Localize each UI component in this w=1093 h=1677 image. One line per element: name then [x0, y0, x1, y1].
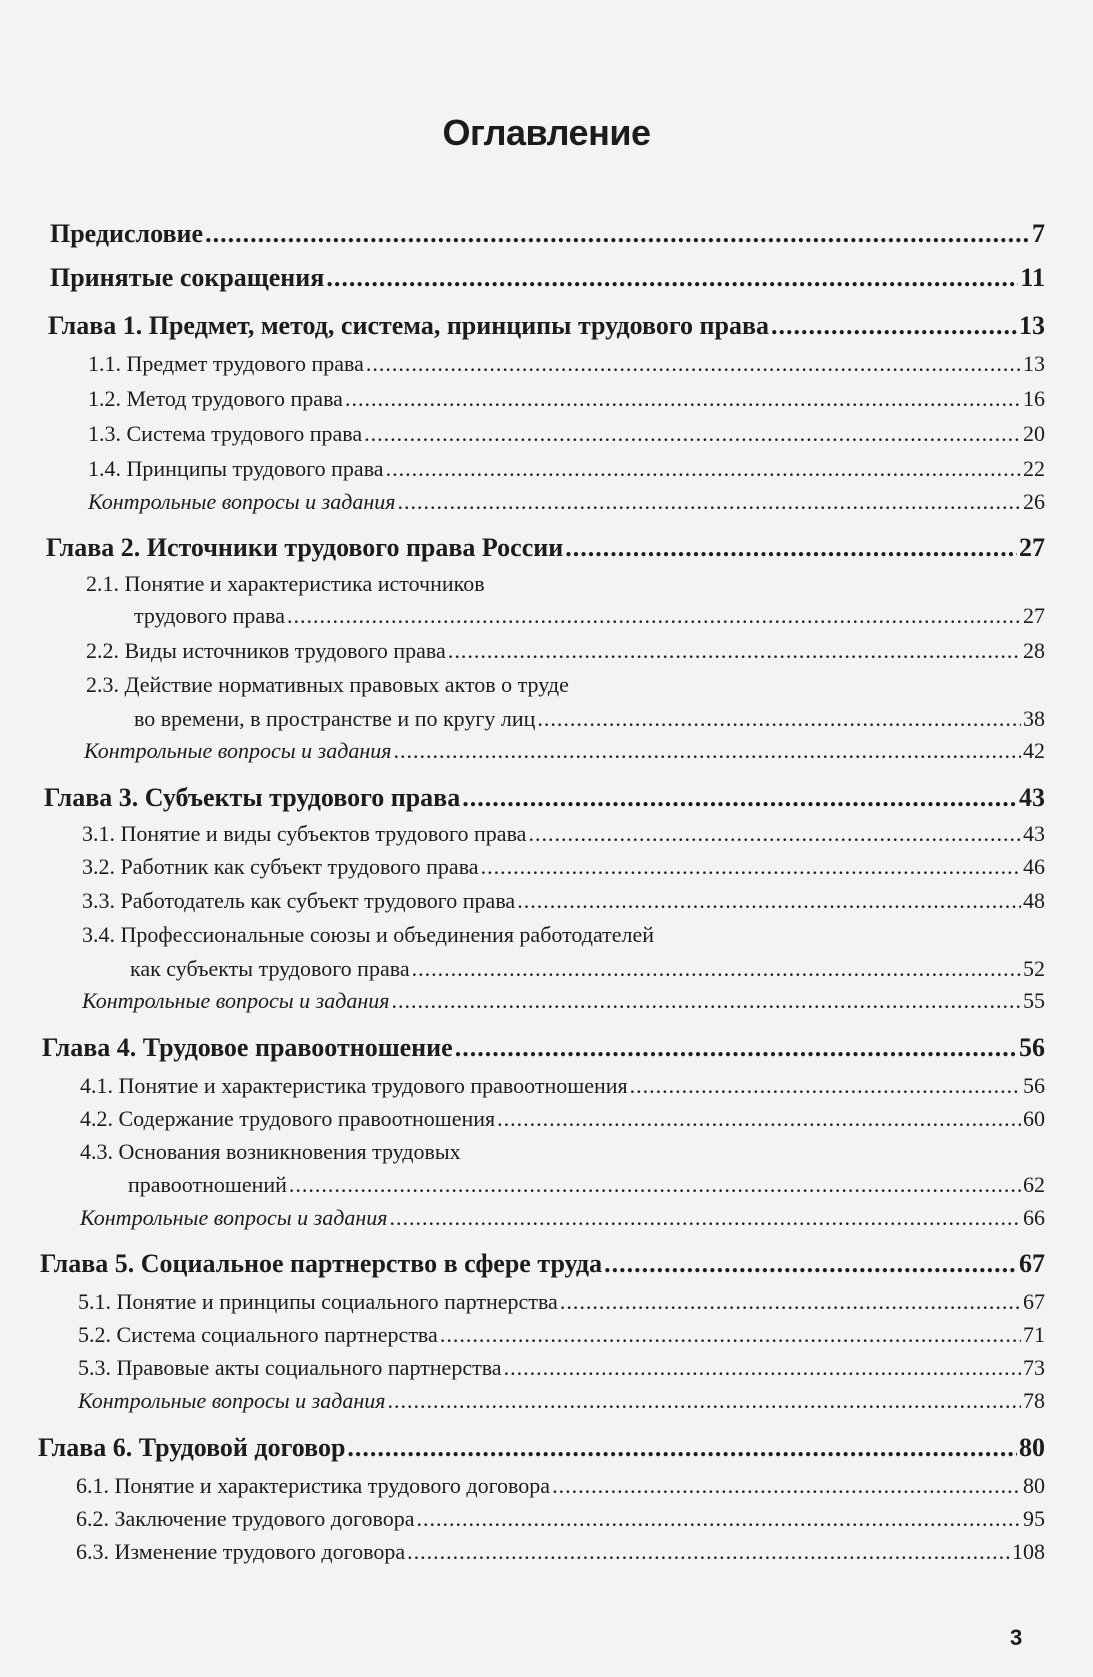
toc-entry-title: 4.1. Понятие и характеристика трудового правоотношения — [80, 1073, 628, 1098]
toc-page-number: 55 — [1023, 988, 1045, 1013]
toc-section — [128, 1172, 1045, 1198]
dot-leader — [397, 489, 1021, 515]
toc-entry-title: 4.2. Содержание трудового правоотношения — [80, 1106, 496, 1131]
toc-chapter — [46, 533, 1045, 563]
toc-page-number: 78 — [1023, 1388, 1045, 1413]
page-number: 3 — [1010, 1625, 1023, 1650]
toc-chapter — [44, 783, 1045, 813]
toc-page-number: 27 — [1023, 603, 1045, 628]
toc-section — [82, 854, 1045, 880]
toc-section — [76, 1539, 1045, 1565]
dot-leader — [391, 988, 1021, 1014]
toc-entry-title: Глава 1. Предмет, метод, система, принципы трудового права — [48, 311, 770, 340]
toc-page-number: 7 — [1032, 219, 1045, 248]
dot-leader — [366, 351, 1021, 377]
dot-leader — [326, 263, 1018, 293]
toc-chapter — [48, 311, 1045, 341]
dot-leader — [604, 1249, 1017, 1279]
toc-page-number: 13 — [1023, 351, 1045, 376]
toc-entry-title: 5.3. Правовые акты социального партнерства — [78, 1355, 502, 1380]
dot-leader — [407, 1539, 1010, 1565]
dot-leader — [387, 1388, 1021, 1414]
toc-entry-title: 1.2. Метод трудового права — [88, 386, 343, 411]
toc-section — [130, 956, 1045, 982]
toc-page-number: 56 — [1023, 1073, 1045, 1098]
toc-entry-title: Глава 6. Трудовой договор — [38, 1433, 346, 1462]
toc-questions — [88, 489, 1045, 515]
dot-leader — [347, 1433, 1017, 1463]
toc-questions — [84, 738, 1045, 764]
dot-leader — [386, 456, 1021, 482]
toc-entry-title: трудового права — [134, 603, 286, 628]
toc-entry-title: 2.2. Виды источников трудового права — [86, 638, 446, 663]
toc-chapter — [40, 1249, 1045, 1279]
toc-entry-title: как субъекты трудового права — [130, 956, 410, 981]
toc-page-number: 80 — [1019, 1433, 1045, 1462]
dot-leader — [560, 1289, 1021, 1315]
toc-page-number: 43 — [1019, 783, 1045, 812]
toc-entry-title: 1.4. Принципы трудового права — [88, 456, 384, 481]
dot-leader — [552, 1473, 1021, 1499]
dot-leader — [448, 638, 1021, 664]
toc-page-number: 27 — [1019, 533, 1045, 562]
toc-entry-title: Контрольные вопросы и задания — [84, 738, 392, 763]
toc-entry-title: во времени, в пространстве и по кругу лиц — [134, 706, 536, 731]
toc-page-number: 28 — [1023, 638, 1045, 663]
toc-chapter — [38, 1433, 1045, 1463]
page-title: Оглавление — [442, 112, 651, 153]
toc-entry-title: Контрольные вопросы и задания — [82, 988, 390, 1013]
toc-page-number: 66 — [1023, 1205, 1045, 1230]
dot-leader — [205, 219, 1030, 249]
toc-entry-title: Глава 4. Трудовое правоотношение — [42, 1033, 453, 1062]
toc-entry-title: 5.1. Понятие и принципы социального партнерства — [78, 1289, 558, 1314]
dot-leader — [504, 1355, 1021, 1381]
toc-page-number: 48 — [1023, 888, 1045, 913]
toc-entry-title: Контрольные вопросы и задания — [88, 489, 396, 514]
toc-section — [78, 1355, 1045, 1381]
dot-leader — [462, 783, 1017, 813]
toc-section — [82, 888, 1045, 914]
toc-entry-title: 6.1. Понятие и характеристика трудового договора — [76, 1473, 551, 1498]
dot-leader — [412, 956, 1021, 982]
toc-chapter — [50, 219, 1045, 249]
toc-page-number: 42 — [1023, 738, 1045, 763]
dot-leader — [289, 1172, 1021, 1198]
toc-entry-title: Глава 5. Социальное партнерство в сфере труда — [40, 1249, 603, 1278]
toc-page-number: 52 — [1023, 956, 1045, 981]
toc-entry-title: 6.3. Изменение трудового договора — [76, 1539, 406, 1564]
dot-leader — [287, 603, 1021, 629]
toc-entry-title: Контрольные вопросы и задания — [78, 1388, 386, 1413]
toc-section — [88, 456, 1045, 482]
toc-section — [76, 1506, 1045, 1532]
dot-leader — [389, 1205, 1021, 1231]
toc-entry-title: 2.1. Понятие и характеристика источников — [86, 571, 485, 596]
dot-leader — [497, 1106, 1021, 1132]
toc-section — [88, 386, 1045, 412]
toc-section — [134, 706, 1045, 732]
toc-entry-title: 3.3. Работодатель как субъект трудового права — [82, 888, 516, 913]
toc-page-number: 22 — [1023, 456, 1045, 481]
toc-entry-title: правоотношений — [128, 1172, 287, 1197]
toc-page-number: 38 — [1023, 706, 1045, 731]
toc-section — [80, 1106, 1045, 1132]
toc-page-number: 67 — [1023, 1289, 1045, 1314]
toc-questions — [82, 988, 1045, 1014]
toc-entry-title: Предисловие — [50, 219, 204, 248]
toc-page-number: 62 — [1023, 1172, 1045, 1197]
toc-page-number: 80 — [1023, 1473, 1045, 1498]
toc-page-number: 13 — [1019, 311, 1045, 340]
toc-entry-title: Принятые сокращения — [50, 263, 325, 292]
toc-page-number: 108 — [1012, 1539, 1045, 1564]
toc-chapter — [50, 263, 1045, 293]
dot-leader — [565, 533, 1017, 563]
toc-entry-title: 4.3. Основания возникновения трудовых — [80, 1139, 461, 1164]
dot-leader — [345, 386, 1021, 412]
toc-entry-title: 5.2. Система социального партнерства — [78, 1322, 438, 1347]
toc-section — [80, 1073, 1045, 1099]
toc-entry-title: 1.3. Система трудового права — [88, 421, 363, 446]
toc-page-number: 67 — [1019, 1249, 1045, 1278]
toc-entry-title: 3.2. Работник как субъект трудового права — [82, 854, 479, 879]
toc-page-number: 71 — [1023, 1322, 1045, 1347]
toc-section — [88, 351, 1045, 377]
dot-leader — [537, 706, 1021, 732]
toc-page-number: 26 — [1023, 489, 1045, 514]
toc-entry-title: 3.4. Профессиональные союзы и объединения работодателей — [82, 922, 655, 947]
toc-entry-title: Глава 2. Источники трудового права России — [46, 533, 564, 562]
toc-section — [88, 421, 1045, 447]
dot-leader — [455, 1033, 1017, 1063]
toc-entry-title: 1.1. Предмет трудового права — [88, 351, 364, 376]
toc-page-number: 46 — [1023, 854, 1045, 879]
toc-chapter — [42, 1033, 1045, 1063]
toc-entry-title: Глава 3. Субъекты трудового права — [44, 783, 461, 812]
toc-entry-title: 2.3. Действие нормативных правовых актов о труде — [86, 672, 569, 697]
toc-section — [78, 1322, 1045, 1348]
dot-leader — [416, 1506, 1021, 1532]
toc-entry-title: Контрольные вопросы и задания — [80, 1205, 388, 1230]
toc-page-number: 20 — [1023, 421, 1045, 446]
toc-page-number: 43 — [1023, 821, 1045, 846]
dot-leader — [528, 821, 1021, 847]
dot-leader — [393, 738, 1021, 764]
dot-leader — [481, 854, 1021, 880]
dot-leader — [630, 1073, 1021, 1099]
dot-leader — [771, 311, 1017, 341]
dot-leader — [440, 1322, 1021, 1348]
toc-entry-title: 3.1. Понятие и виды субъектов трудового права — [82, 821, 527, 846]
dot-leader — [517, 888, 1021, 914]
toc-page-number: 56 — [1019, 1033, 1045, 1062]
dot-leader — [364, 421, 1021, 447]
toc-page-number: 16 — [1023, 386, 1045, 411]
toc-section — [134, 603, 1045, 629]
toc-page-number: 95 — [1023, 1506, 1045, 1531]
toc-section — [82, 821, 1045, 847]
toc-section — [76, 1473, 1045, 1499]
toc-section — [86, 638, 1045, 664]
toc-questions — [78, 1388, 1045, 1414]
toc-page-number: 60 — [1023, 1106, 1045, 1131]
toc-page-number: 11 — [1020, 263, 1045, 292]
toc-questions — [80, 1205, 1045, 1231]
toc-entry-title: 6.2. Заключение трудового договора — [76, 1506, 415, 1531]
toc-page-number: 73 — [1023, 1355, 1045, 1380]
toc-section — [78, 1289, 1045, 1315]
